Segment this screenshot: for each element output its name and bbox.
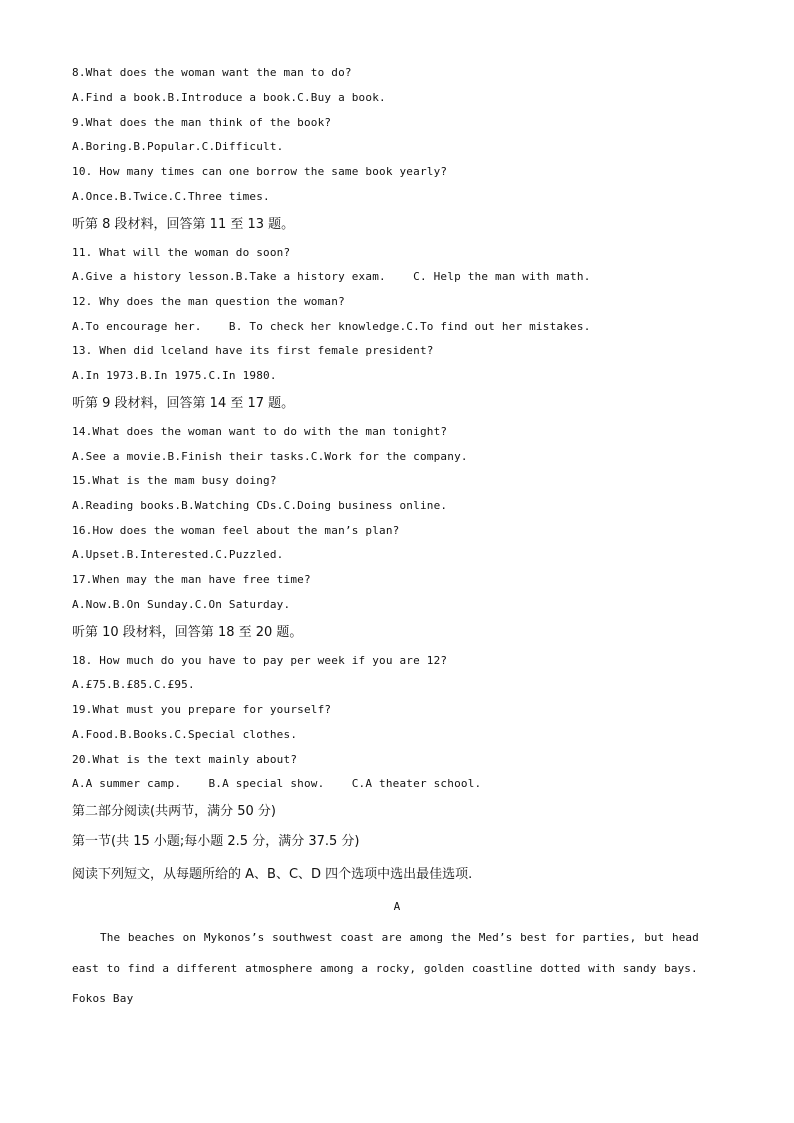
question-15: 15.What is the mam busy doing? [72, 474, 277, 487]
options-13: A.In 1973.B.In 1975.C.In 1980. [72, 369, 277, 382]
section-9-heading: 听第 9 段材料，回答第 14 至 17 题。 [72, 396, 295, 411]
part-two-heading: 第二部分阅读(共两节，满分 50 分) [72, 804, 276, 819]
question-9: 9.What does the man think of the book? [72, 116, 332, 129]
question-20: 20.What is the text mainly about? [72, 753, 298, 766]
question-12: 12. Why does the man question the woman? [72, 295, 345, 308]
section-10-heading: 听第 10 段材料，回答第 18 至 20 题。 [72, 625, 303, 640]
options-11: A.Give a history lesson.B.Take a history exam. C. Help the man with math. [72, 270, 591, 283]
question-11: 11. What will the woman do soon? [72, 246, 291, 259]
options-8: A.Find a book.B.Introduce a book.C.Buy a book. [72, 91, 386, 104]
passage-paragraph: The beaches on Mykonos’s southwest coast are among the Med’s best for parties, but head east to find a different atmosphere among a rocky, golden coastline dotted with sandy bays. [72, 931, 699, 975]
options-19: A.Food.B.Books.C.Special clothes. [72, 728, 298, 741]
reading-instructions: 阅读下列短文，从每题所给的 A、B、C、D 四个选项中选出最佳选项. [72, 867, 473, 882]
options-20: A.A summer camp. B.A special show. C.A theater school. [72, 777, 482, 790]
question-14: 14.What does the woman want to do with the man tonight? [72, 425, 448, 438]
question-16: 16.How does the woman feel about the man’s plan? [72, 524, 400, 537]
options-16: A.Upset.B.Interested.C.Puzzled. [72, 548, 284, 561]
question-8: 8.What does the woman want the man to do? [72, 66, 352, 79]
question-13: 13. When did lceland have its first female president? [72, 344, 434, 357]
options-14: A.See a movie.B.Finish their tasks.C.Work for the company. [72, 450, 468, 463]
options-17: A.Now.B.On Sunday.C.On Saturday. [72, 598, 291, 611]
passage-subheading: Fokos Bay [72, 992, 134, 1005]
options-18: A.£75.B.£85.C.£95. [72, 678, 195, 691]
question-17: 17.When may the man have free time? [72, 573, 311, 586]
section-one-heading: 第一节(共 15 小题;每小题 2.5 分，满分 37.5 分) [72, 834, 360, 849]
options-9: A.Boring.B.Popular.C.Difficult. [72, 140, 284, 153]
options-15: A.Reading books.B.Watching CDs.C.Doing business online. [72, 499, 448, 512]
options-12: A.To encourage her. B. To check her knowledge.C.To find out her mistakes. [72, 320, 591, 333]
passage-label: A [393, 900, 401, 913]
question-18: 18. How much do you have to pay per week if you are 12? [72, 654, 448, 667]
section-8-heading: 听第 8 段材料，回答第 11 至 13 题。 [72, 217, 295, 232]
options-10: A.Once.B.Twice.C.Three times. [72, 190, 270, 203]
question-19: 19.What must you prepare for yourself? [72, 703, 332, 716]
question-10: 10. How many times can one borrow the same book yearly? [72, 165, 448, 178]
